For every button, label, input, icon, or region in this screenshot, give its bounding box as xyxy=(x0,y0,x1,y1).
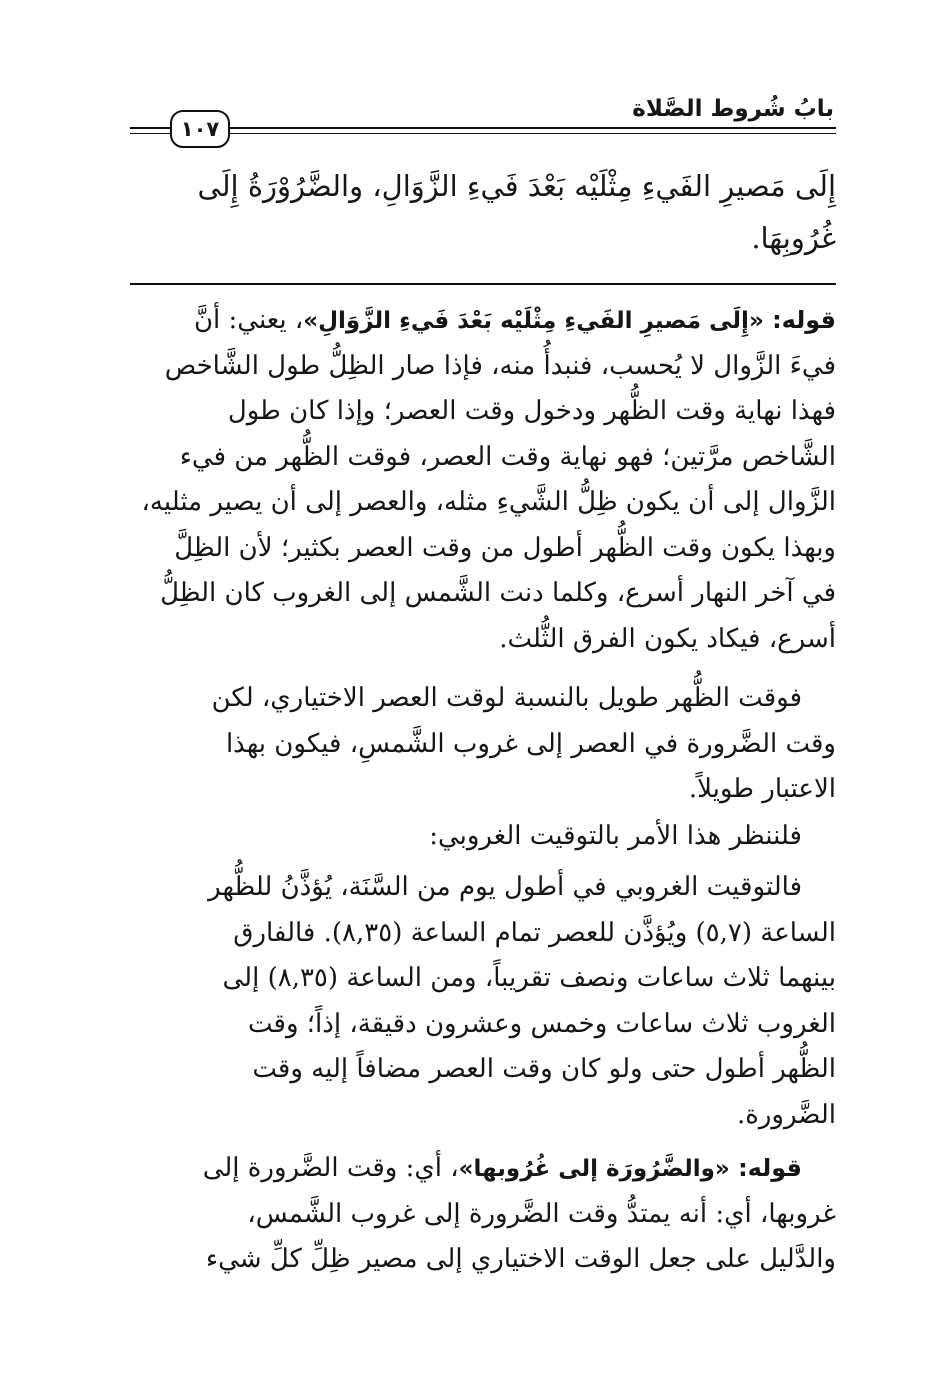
quoted-matn: «إِلَى مَصيرِ الفَيءِ مِثْلَيْه بَعْدَ فَيءِ الزَّوَالِ» xyxy=(303,308,764,334)
paragraph-first-line xyxy=(130,298,836,344)
text-line: وقت الضَّرورة في العصر إلى غروب الشَّمسِ، فيكون بهذا xyxy=(225,728,836,759)
text-line: في آخر النهار أسرع، وكلما دنت الشَّمس إلى الغروب كان الظِلُّ xyxy=(160,578,836,608)
commentary-paragraph-4 xyxy=(130,865,836,1138)
text-line: فهذا نهاية وقت الظُّهر ودخول وقت العصر؛ وإذا كان طول xyxy=(227,396,836,426)
matn-text xyxy=(130,160,836,264)
text-line: أسرع، فيكاد يكون الفرق الثُّلث. xyxy=(499,623,836,654)
header-rule-right-lower xyxy=(230,133,836,134)
text-line: الظُّهر أطول حتى ولو كان وقت العصر مضافاً إليه وقت xyxy=(252,1054,836,1084)
text-line: الغروب ثلاث ساعات وخمس وعشرون دقيقة، إذاً؛ وقت xyxy=(248,1008,836,1039)
matn-line: إِلَى مَصيرِ الفَيءِ مِثْلَيْه بَعْدَ فَيءِ الزَّوَالِ، والضَّرُوْرَةُ إِلَى xyxy=(197,169,836,203)
matn-line: غُرُوبِهَا. xyxy=(751,221,836,255)
text-line: الضَّرورة. xyxy=(736,1099,836,1130)
commentary-paragraph-5 xyxy=(130,1146,836,1283)
text-line: الاعتبار طويلاً. xyxy=(688,774,836,804)
paragraph-first-line xyxy=(130,1146,836,1192)
matn-separator xyxy=(130,283,836,285)
first-line-rest: ، أي: وقت الضَّرورة إلى xyxy=(202,1153,459,1183)
lead-word: قوله: xyxy=(738,1154,802,1182)
text-line: فيءَ الزَّوال لا يُحسب، فنبدأُ منه، فإذا صار الظِلُّ طول الشَّاخص xyxy=(164,350,836,381)
text-line: والدَّليل على جعل الوقت الاختياري إلى مصير ظِلِّ كلِّ شيء xyxy=(205,1244,836,1274)
text-line: الساعة (٥,٧) ويُؤذَّن للعصر تمام الساعة (٨,٣٥). فالفارق xyxy=(233,917,836,948)
header-rule-left xyxy=(130,127,170,129)
text-line: بينهما ثلاث ساعات ونصف تقريباً، ومن الساعة (٨,٣٥) إلى xyxy=(222,963,836,993)
first-line-rest: ، يعني: أنَّ xyxy=(193,305,304,335)
text-line: فوقت الظُّهر طويل بالنسبة لوقت العصر الاختياري، لكن xyxy=(211,683,802,713)
text-line: غروبها، أي: أنه يمتدُّ وقت الضَّرورة إلى غروب الشَّمس، xyxy=(247,1198,836,1229)
text-line: فالتوقيت الغروبي في أطول يوم من السَّنَة، يُؤذَّنُ للظُّهر xyxy=(208,872,802,902)
commentary-paragraph-3 xyxy=(130,814,836,860)
text-line: فلننظر هذا الأمر بالتوقيت الغروبي: xyxy=(429,821,802,851)
text-line: الزَّوال إلى أن يكون ظِلُّ الشَّيءِ مثله، والعصر إلى أن يصير مثليه، xyxy=(141,487,836,517)
commentary-paragraph-2 xyxy=(130,676,836,813)
page-number: ١٠٧ xyxy=(170,110,230,148)
quoted-matn: «والضَّرُورَة إلى غُرُوبها» xyxy=(458,1156,730,1182)
text-line: الشَّاخص مرَّتين؛ فهو نهاية وقت العصر، فوقت الظُّهر من فيء xyxy=(179,441,836,472)
header-rule-right xyxy=(230,127,836,129)
commentary-paragraph-1 xyxy=(130,298,836,662)
text-line: وبهذا يكون وقت الظُّهر أطول من وقت العصر بكثير؛ لأن الظِلَّ xyxy=(174,532,836,563)
header-rule-left-lower xyxy=(130,133,170,134)
running-title: بابُ شُروط الصَّلاة xyxy=(632,96,834,122)
lead-word: قوله: xyxy=(772,306,836,334)
